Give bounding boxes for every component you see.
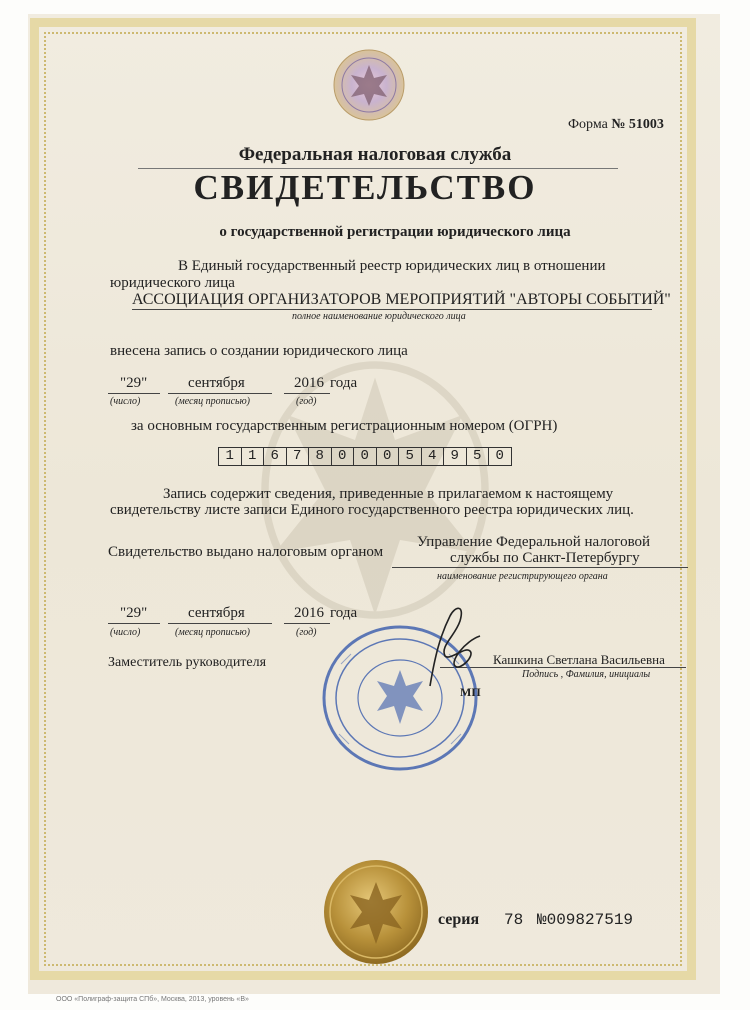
gold-emblem-medallion	[322, 858, 430, 966]
ogrn-digit: 1	[219, 448, 242, 465]
issue-day: "29"	[120, 605, 148, 621]
issue-month-caption: (месяц прописью)	[175, 627, 250, 638]
certificate-title: СВИДЕТЕЛЬСТВО	[193, 168, 537, 207]
issuing-authority-caption: наименование регистрирующего органа	[437, 571, 608, 582]
handwritten-signature	[410, 596, 490, 696]
entry-month: сентября	[188, 375, 245, 391]
record-text-line-1: Запись содержит сведения, приведенные в прилагаемом к настоящему	[163, 486, 614, 502]
organization-name: АССОЦИАЦИЯ ОРГАНИЗАТОРОВ МЕРОПРИЯТИЙ "АВТОРЫ СОБЫТИЙ"	[132, 291, 671, 308]
signer-name: Кашкина Светлана Васильевна	[493, 652, 665, 667]
entry-year-caption: (год)	[296, 396, 317, 407]
hologram-emblem	[332, 48, 406, 122]
issue-day-caption: (число)	[110, 627, 141, 638]
series-label: серия	[438, 911, 480, 928]
ogrn-digit: 7	[287, 448, 310, 465]
ogrn-digit: 4	[422, 448, 445, 465]
organization-name-caption: полное наименование юридического лица	[292, 311, 466, 322]
issue-month: сентября	[188, 605, 245, 621]
ogrn-digit: 5	[399, 448, 422, 465]
intro-line-1: В Единый государственный реестр юридических лиц в отношении	[178, 258, 606, 274]
ogrn-digit: 0	[495, 448, 504, 464]
issuing-authority-underline	[392, 567, 688, 568]
certificate-number: №009827519	[537, 911, 634, 929]
issued-by-label: Свидетельство выдано налоговым органом	[108, 544, 384, 560]
series-number: 78	[504, 911, 524, 929]
printer-imprint: ООО «Полиграф-защита СПб», Москва, 2013, уровень «В»	[56, 996, 249, 1003]
entry-year-word: года	[330, 375, 358, 391]
issue-year-word: года	[330, 605, 358, 621]
entry-year-underline	[284, 393, 330, 394]
issuing-authority-line-2: службы по Санкт-Петербургу	[450, 550, 640, 566]
entry-day: "29"	[120, 375, 148, 391]
ogrn-number	[218, 447, 512, 466]
certificate-subtitle: о государственной регистрации юридического лица	[219, 224, 571, 240]
organization-name-underline	[132, 309, 652, 310]
entry-text: внесена запись о создании юридического лица	[110, 343, 408, 359]
form-number-value: № 51003	[611, 117, 664, 132]
issue-month-underline	[168, 623, 272, 624]
entry-year: 2016	[294, 375, 324, 391]
ogrn-digit: 5	[467, 448, 490, 465]
form-label: Форма	[568, 117, 608, 132]
form-number	[568, 117, 664, 133]
agency-name: Федеральная налоговая служба	[238, 144, 512, 165]
issue-day-underline	[108, 623, 160, 624]
ogrn-digit: 9	[444, 448, 467, 465]
record-text-line-2: свидетельству листе записи Единого государственного реестра юридических лиц.	[110, 502, 634, 518]
signer-position: Заместитель руководителя	[108, 655, 267, 670]
ogrn-digit: 8	[309, 448, 332, 465]
entry-month-caption: (месяц прописью)	[175, 396, 250, 407]
ogrn-digit: 0	[377, 448, 400, 465]
entry-month-underline	[168, 393, 272, 394]
issuing-authority-line-1: Управление Федеральной налоговой	[417, 534, 651, 550]
ogrn-label: за основным государственным регистрационным номером (ОГРН)	[131, 418, 558, 434]
ogrn-digit: 0	[332, 448, 355, 465]
issue-year-caption: (год)	[296, 627, 317, 638]
signer-caption: Подпись , Фамилия, инициалы	[522, 669, 651, 680]
entry-day-underline	[108, 393, 160, 394]
ogrn-digit: 6	[264, 448, 287, 465]
seal-place-mark: МП	[460, 685, 481, 699]
ogrn-digit: 1	[242, 448, 265, 465]
intro-line-2: юридического лица	[110, 275, 235, 291]
issue-year: 2016	[294, 605, 324, 621]
ogrn-digit: 0	[354, 448, 377, 465]
entry-day-caption: (число)	[110, 396, 141, 407]
